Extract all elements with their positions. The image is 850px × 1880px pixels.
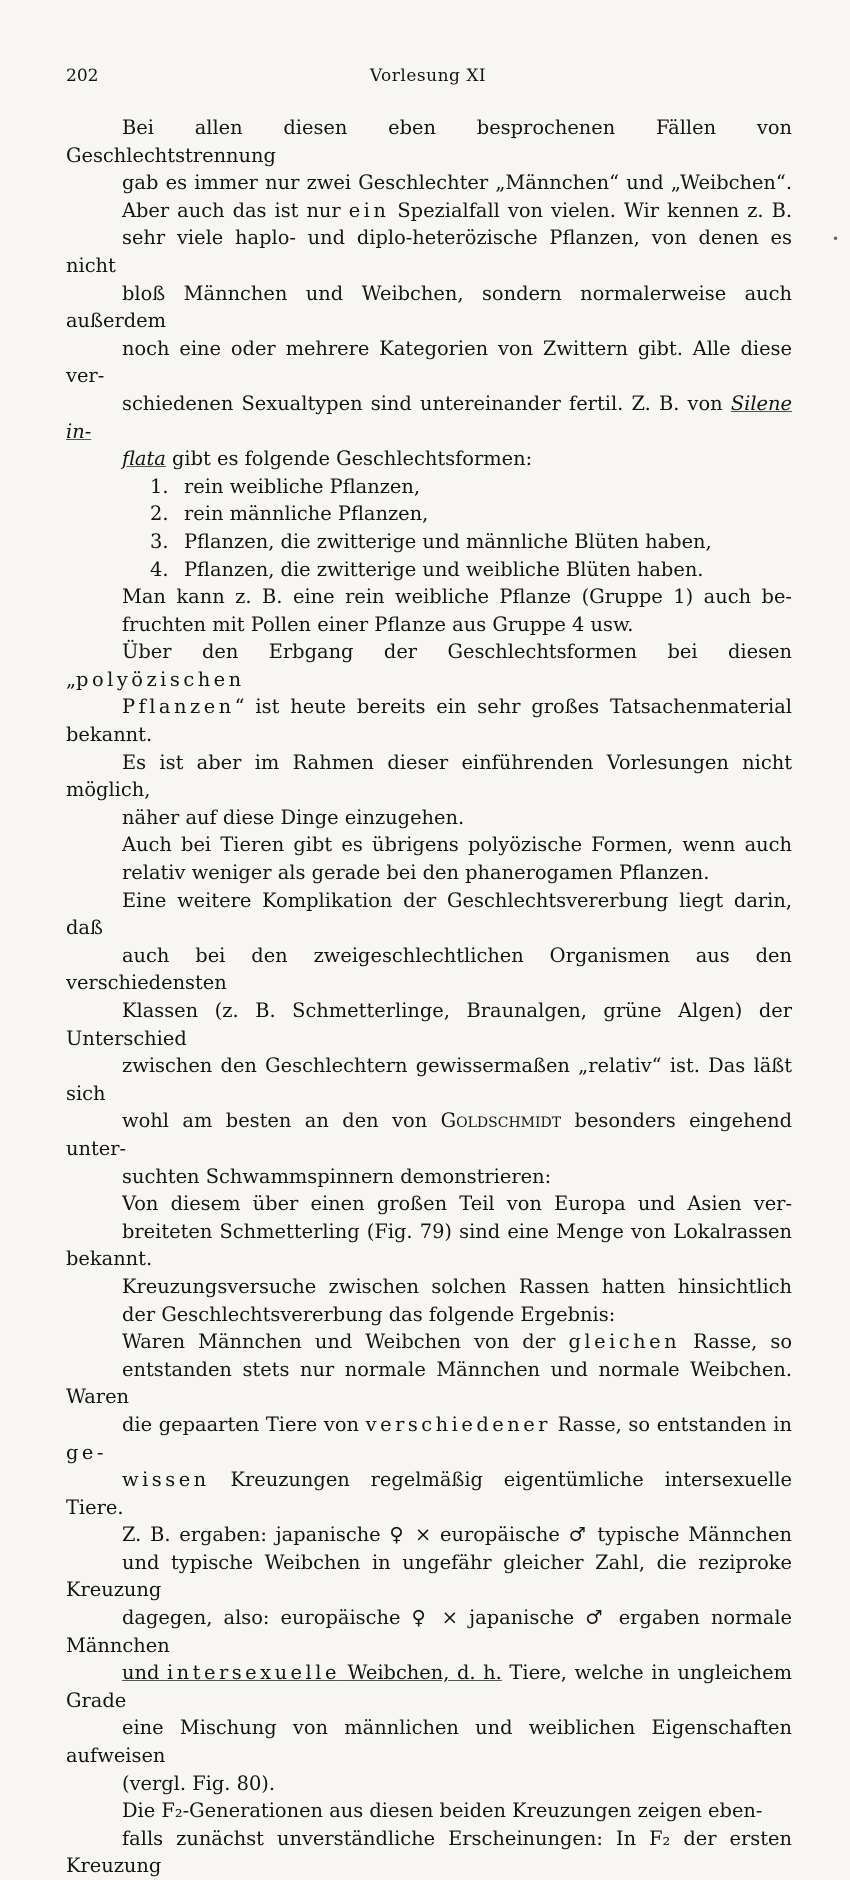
paragraph-9: [66, 1521, 792, 1797]
text-line: dagegen, also: europäische ♀ × japanische ♂ ergaben normale Männchen: [66, 1606, 792, 1657]
list-item: 2. rein männliche Pflanzen,: [150, 502, 429, 526]
emphasis-spaced: polyözischen: [76, 667, 245, 691]
text-line: wissen Kreuzungen regelmäßig eigentümliche intersexuelle Tiere.: [66, 1468, 792, 1519]
paragraph-2: [66, 583, 792, 638]
page-number: 202: [66, 66, 99, 86]
paragraph-8: [66, 1328, 792, 1521]
text-line: Man kann z. B. eine rein weibliche Pflanze (Gruppe 1) auch be-: [122, 585, 792, 609]
text-line: gab es immer nur zwei Geschlechter „Männchen“ und „Weibchen“.: [122, 171, 792, 195]
text-line: (vergl. Fig. 80).: [122, 1771, 276, 1795]
text-line: breiteten Schmetterling (Fig. 79) sind eine Menge von Lokalrassen bekannt.: [66, 1219, 792, 1271]
text-line: Eine weitere Komplikation der Geschlechtsvererbung liegt darin, daß: [66, 888, 792, 940]
text-line: zwischen den Geschlechtern gewissermaßen „relativ“ ist. Das läßt sich: [66, 1054, 792, 1105]
emphasis-spaced: ein: [348, 198, 390, 222]
emphasis-spaced: gleichen: [568, 1330, 681, 1354]
text-line: Kreuzungsversuche zwischen solchen Rassen hatten hinsichtlich: [122, 1274, 792, 1298]
text-line: Klassen (z. B. Schmetterlinge, Braunalgen, grüne Algen) der Unterschied: [66, 999, 792, 1050]
emphasis-spaced: verschiedener: [365, 1412, 551, 1436]
text-line: die gepaarten Tiere von verschiedener Rasse, so entstanden in ge-: [66, 1412, 792, 1464]
paragraph-1: [66, 114, 792, 473]
text-line: eine Mischung von männlichen und weiblichen Eigenschaften aufweisen: [66, 1716, 792, 1768]
paragraph-6: [66, 1190, 792, 1273]
emphasis-spaced: intersexuelle: [166, 1661, 340, 1685]
paragraph-5: [66, 887, 792, 1191]
text-line: bloß Männchen und Weibchen, sondern normalerweise auch außerdem: [66, 281, 792, 333]
text-line: noch eine oder mehrere Kategorien von Zwittern gibt. Alle diese ver-: [66, 336, 792, 388]
text-line: Es ist aber im Rahmen dieser einführenden Vorlesungen nicht möglich,: [66, 750, 792, 802]
text-line: Z. B. ergaben: japanische ♀ × europäische ♂ typische Männchen: [122, 1523, 792, 1547]
text-line: auch bei den zweigeschlechtlichen Organismen aus den verschiedensten: [66, 943, 792, 995]
emphasis-spaced: wissen: [122, 1468, 210, 1492]
paragraph-10: [66, 1797, 792, 1880]
list-item: 1. rein weibliche Pflanzen,: [150, 474, 421, 498]
text-line: flata gibt es folgende Geschlechtsformen:: [122, 447, 533, 471]
text-line: der Geschlechtsvererbung das folgende Ergebnis:: [122, 1302, 616, 1326]
emphasis-spaced: ge-: [66, 1440, 107, 1464]
text-line: Von diesem über einen großen Teil von Europa und Asien ver-: [122, 1192, 792, 1216]
text-line: fruchten mit Pollen einer Pflanze aus Gruppe 4 usw.: [122, 612, 634, 636]
paragraph-4: [66, 831, 792, 886]
list-item: 3. Pflanzen, die zwitterige und männliche Blüten haben,: [150, 529, 712, 553]
author-name: Goldschmidt: [440, 1109, 562, 1133]
text-line: Die F₂-Generationen aus diesen beiden Kreuzungen zeigen eben-: [122, 1799, 763, 1823]
paragraph-7: [66, 1273, 792, 1328]
text-line: und intersexuelle Weibchen, d. h. Tiere, welche in ungleichem Grade: [66, 1661, 792, 1712]
species-name: Silene in-: [66, 391, 792, 443]
margin-speck: •: [832, 232, 840, 246]
text-line: Waren Männchen und Weibchen von der gleichen Rasse, so: [122, 1330, 792, 1354]
text-line: falls zunächst unverständliche Erscheinungen: In F₂ der ersten Kreuzung: [66, 1826, 792, 1878]
text-line: relativ weniger als gerade bei den phanerogamen Pflanzen.: [122, 861, 710, 885]
body-text: [66, 114, 792, 1880]
text-line: entstanden stets nur normale Männchen und normale Weibchen. Waren: [66, 1357, 792, 1409]
page-header: [66, 66, 790, 94]
text-line: suchten Schwammspinnern demonstrieren:: [122, 1164, 552, 1188]
text-line: schiedenen Sexualtypen sind untereinander fertil. Z. B. von Silene in-: [66, 391, 792, 443]
text-line: und typische Weibchen in ungefähr gleicher Zahl, die reziproke Kreuzung: [66, 1550, 792, 1602]
emphasis-spaced: Pflanzen: [122, 695, 235, 719]
text-line: Bei allen diesen eben besprochenen Fällen von Geschlechtstrennung: [66, 116, 792, 167]
text-line: Aber auch das ist nur ein Spezialfall von vielen. Wir kennen z. B.: [122, 198, 792, 222]
paragraph-3: [66, 638, 792, 831]
text-line: wohl am besten an den von Goldschmidt besonders eingehend unter-: [66, 1109, 793, 1160]
text-line: Auch bei Tieren gibt es übrigens polyözische Formen, wenn auch: [122, 833, 792, 857]
sex-forms-list: [66, 473, 792, 583]
list-item: 4. Pflanzen, die zwitterige und weibliche Blüten haben.: [150, 557, 704, 581]
running-title: Vorlesung XI: [369, 66, 487, 86]
text-line: sehr viele haplo- und diplo-heterözische Pflanzen, von denen es nicht: [66, 226, 792, 277]
text-line: näher auf diese Dinge einzugehen.: [122, 805, 465, 829]
species-name: flata: [122, 447, 166, 471]
text-line: Pflanzen“ ist heute bereits ein sehr großes Tatsachenmaterial bekannt.: [66, 695, 792, 747]
text-line: Über den Erbgang der Geschlechtsformen bei diesen „polyözischen: [66, 640, 792, 691]
